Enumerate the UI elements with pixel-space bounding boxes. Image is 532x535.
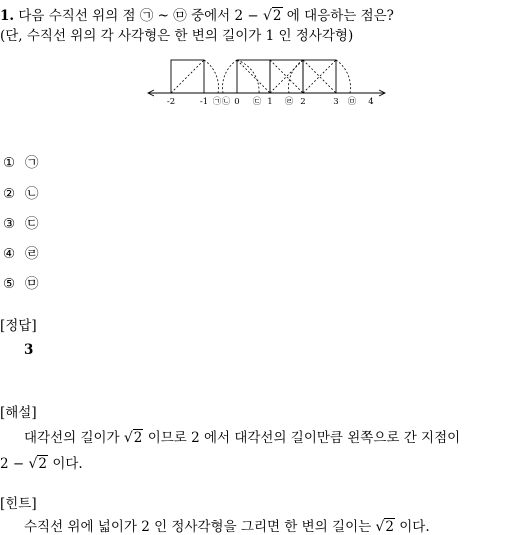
choice-3[interactable] (3, 212, 39, 232)
explanation-text-before: 대각선의 길이가 (24, 430, 120, 446)
square-1 (171, 60, 204, 93)
point-label-5: ㉤ (347, 97, 357, 107)
sqrt-expression: √2 (262, 8, 282, 24)
answer-heading: [정답] (0, 318, 37, 334)
arc-1 (204, 60, 218, 93)
explanation-text-before: 2 − (0, 456, 25, 472)
number-line-figure (0, 55, 532, 115)
choice-5[interactable] (3, 272, 39, 292)
explanation-line-2 (0, 452, 83, 472)
explanation-text-after: 이다. (52, 456, 83, 472)
choice-number: ① (3, 155, 16, 171)
sqrt-radicand: 2 (38, 456, 48, 472)
diagonal-4 (270, 60, 303, 93)
point-label-1: ㉠ (212, 97, 222, 107)
choice-number: ⑤ (3, 276, 16, 292)
choice-4[interactable] (3, 242, 39, 262)
choice-number: ④ (3, 246, 16, 262)
sqrt-radicand: 2 (133, 430, 143, 446)
hint-line (24, 515, 430, 535)
point-label-4: ㉣ (284, 97, 294, 107)
sqrt-radicand: 2 (272, 8, 282, 24)
explanation-heading: [해설] (0, 405, 37, 421)
choice-label: ㉣ (25, 246, 39, 262)
question-condition: (단, 수직선 위의 각 사각형은 한 변의 길이가 1 인 정사각형) (0, 28, 354, 44)
explanation-line-1 (24, 426, 460, 446)
sqrt-expression: √2 (375, 519, 394, 535)
diagonal-5 (303, 60, 336, 93)
arc-2 (223, 60, 237, 93)
choice-label: ㉠ (25, 155, 39, 171)
choice-label: ㉢ (25, 216, 39, 232)
choice-number: ② (3, 186, 16, 202)
choice-number: ③ (3, 216, 16, 232)
square-4 (303, 60, 336, 93)
point-label-2: ㉡ (221, 97, 231, 107)
hint-text-before: 수직선 위에 넓이가 2 인 정사각형을 그리면 한 변의 길이는 (24, 519, 372, 535)
diagonal-6 (303, 60, 336, 93)
choice-1[interactable] (3, 151, 39, 171)
sqrt-radicand: 2 (385, 519, 394, 535)
diagonal-3 (270, 60, 303, 93)
tick-label-1: 1 (267, 97, 273, 107)
tick-label-4: 4 (368, 97, 374, 107)
square-2 (237, 60, 270, 93)
diagonal-1 (171, 60, 204, 93)
choice-label: ㉡ (25, 186, 39, 202)
tick-label-0: 0 (234, 97, 240, 107)
tick-label-3: 3 (333, 97, 339, 107)
tick-label-2: 2 (300, 97, 306, 107)
question-text-after: 에 대응하는 점은? (286, 8, 394, 24)
choice-label: ㉤ (25, 276, 39, 292)
explanation-text-after: 이므로 2 에서 대각선의 길이만큼 왼쪽으로 간 지점이 (147, 430, 461, 446)
question-line (0, 4, 394, 24)
question-text-before: 다음 수직선 위의 점 ㉠ ~ ㉤ 중에서 2 − (18, 8, 259, 24)
arc-5 (336, 60, 350, 93)
tick-label-neg2: -2 (166, 97, 176, 107)
arc-3 (237, 60, 259, 93)
hint-heading: [힌트] (0, 496, 37, 512)
sqrt-expression: √2 (123, 430, 143, 446)
hint-text-after: 이다. (399, 519, 430, 535)
question-number: 1. (0, 8, 15, 24)
point-label-3: ㉢ (252, 97, 262, 107)
sqrt-expression: √2 (28, 456, 48, 472)
diagonal-2 (237, 60, 270, 93)
arc-4 (289, 60, 303, 93)
square-3 (270, 60, 303, 93)
choice-2[interactable] (3, 182, 39, 202)
tick-label-neg1: -1 (199, 97, 209, 107)
answer-value: 3 (24, 342, 34, 358)
